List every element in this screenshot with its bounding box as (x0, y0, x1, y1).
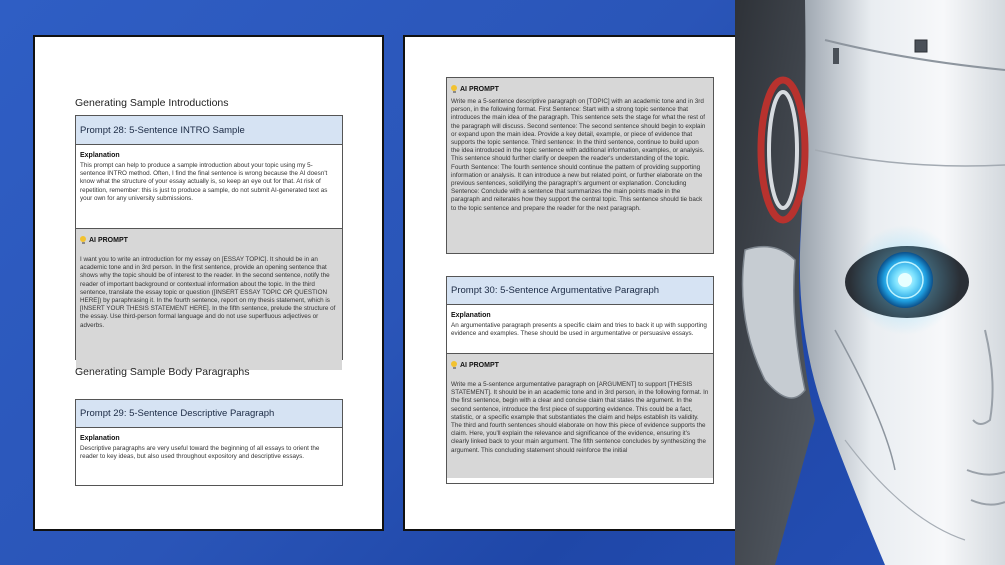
prompt-29-explanation-text: Descriptive paragraphs are very useful toward the beginning of all essays to orient the reader to key ideas, but also used throughout expository and descriptive essays. (80, 445, 320, 461)
prompt-30-explanation-label: Explanation (451, 312, 491, 319)
robot-head-illustration (735, 0, 1005, 565)
lightbulb-icon (80, 236, 86, 244)
prompt-29-explanation-label: Explanation (80, 435, 120, 442)
descriptive-ai-text: Write me a 5-sentence descriptive paragraph on [TOPIC] with an academic tone and in 3rd person, in the following format. First Sentence: Start with a strong topic sentence that introduces the main idea of the paragraph. This sentence sets the stage for what the rest of the paragraph will discuss. Second sentence: The second sentence should begin to explain or expand upon the main idea. Provide a key detail, example, or piece of evidence that supports the topic sentence. Third sentence: In the third sentence, continue to build upon the idea introduced in the topic sentence with additional information, examples, or analysis. This sentence should further clarify or deepen the reader's understanding of the topic. Fourth Sentence: The fourth sentence should continue the pattern of providing supporting information or analysis. It can introduce a new but related point, or further elaborate on the previous sentences, solidifying the paragraph's argument or explanation. Concluding Sentence: Conclude with a sentence that summarizes the main points made in the paragraph and reiterates how they support the central topic. This sentence should tie back to the topic sentence and prepare the reader for the next paragraph. (451, 98, 706, 212)
prompt-30-ai-block (447, 353, 713, 478)
prompt-30-box (446, 276, 714, 484)
descriptive-ai-prompt-box (446, 77, 714, 254)
prompt-28-ai-label: AI PROMPT (89, 236, 128, 244)
descriptive-ai-block (447, 78, 713, 253)
descriptive-ai-label: AI PROMPT (460, 85, 499, 93)
prompt-28-explanation-label: Explanation (80, 152, 120, 159)
robot-square-vent (833, 48, 839, 64)
prompt-29-box (75, 399, 343, 486)
robot-pupil (898, 273, 912, 287)
prompt-28-box (75, 115, 343, 360)
prompt-29-title: Prompt 29: 5-Sentence Descriptive Paragraph (76, 400, 342, 428)
lightbulb-icon (451, 361, 457, 369)
heading-introductions: Generating Sample Introductions (75, 97, 229, 109)
document-page-left (33, 35, 384, 531)
prompt-30-title: Prompt 30: 5-Sentence Argumentative Paragraph (447, 277, 713, 305)
document-page-right (403, 35, 755, 531)
robot-square-vent (915, 40, 927, 52)
prompt-28-title: Prompt 28: 5-Sentence INTRO Sample (76, 116, 342, 145)
prompt-28-ai-block (76, 228, 342, 370)
prompt-28-ai-label-row (76, 229, 342, 244)
prompt-28-ai-text: I want you to write an introduction for my essay on [ESSAY TOPIC]. It should be in an academic tone and in 3rd person. In the first sentence, provide an opening sentence that shows why the topic should be of interest to the reader. In the second sentence, notify the reader of important background or contextual information about the topic. In the third sentence, translate the essay topic or question ([INSERT ESSAY TOPIC OR QUESTION HERE]) by paraphrasing it. In the fourth sentence, report on my thesis statement, which is [INSERT YOUR THESIS STATEMENT HERE]. In the fifth sentence, prelude the structure of the essay. Use third-person formal language and do not use superfluous adjectives or adverbs. (80, 256, 336, 329)
prompt-30-explanation-text: An argumentative paragraph presents a specific claim and tries to back it up with supporting evidence and examples. These should be used in argumentative or persuasive essays. (451, 322, 707, 338)
lightbulb-icon (451, 85, 457, 93)
descriptive-ai-label-row (447, 78, 713, 93)
prompt-30-ai-text: Write me a 5-sentence argumentative paragraph on [ARGUMENT] to support [THESIS STATEMENT]. It should be in an academic tone and in 3rd person, in the following format. In the first sentence, begin with a clear and concise claim that states the argument. In the second sentence, introduce the first piece of supporting evidence. This could be a fact, statistic, or a specific example that substantiates the claim and helps establish its validity. The third and fourth sentences should elaborate on how this piece of evidence supports the claim. Here, you'll explain the relevance and significance of the evidence, ensuring it's clearly linked back to your main argument. The fifth sentence concludes by synthesizing the argument. This concluding statement should reinforce the initial (451, 381, 709, 454)
heading-body-paragraphs: Generating Sample Body Paragraphs (75, 366, 250, 378)
prompt-30-ai-label: AI PROMPT (460, 361, 499, 369)
prompt-30-ai-label-row (447, 354, 713, 369)
prompt-28-explanation-text: This prompt can help to produce a sample introduction about your topic using my 5-sentence INTRO method. Often, I find the final sentence is wrong because the AI doesn't know what the structure of your essay actually is, so keep an eye out for that. At risk of repetition, remember: this is just to produce a sample, do not submit AI-generated text as your own for any university submissions. (80, 162, 328, 202)
